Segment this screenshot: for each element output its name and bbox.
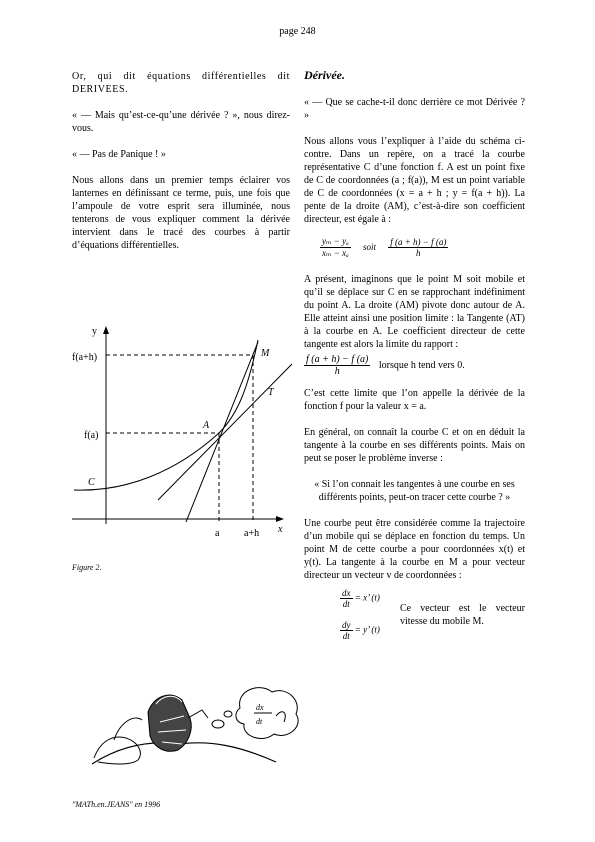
paragraph-limit: A présent, imaginons que le point M soit mobile et qu’il se déplace sur C en se rapprochant indéfiniment du point A. La droite (AM) pivote donc autour de A. Elle atteint ainsi une position limite : la Tangente (AT) à la courbe en A. Le coefficient directeur de cette tangente est alors la limite du rapport : <box>304 274 525 350</box>
formula-limit: $\frac{f (a + h) - f (a)}{h}$ lorsque h tend vers 0. <box>306 354 465 377</box>
ah-label: a+h <box>244 528 260 539</box>
paragraph-intro: Or, qui dit équations différentielles dit DERIVEES. <box>72 71 290 95</box>
section-title: Dérivée. <box>304 68 345 82</box>
paragraph-explain: Nous allons dans un premier temps éclairer vos lanternes en définissant ce terme, puis, une fois que l’ampoule de votre esprit sera illuminée, nous tenterons de vous expliquer comment la dérivée intervient dans le tracé des courbes à partir d’équations différentielles. <box>72 175 290 251</box>
tangent-t <box>158 364 292 500</box>
derivative-figure <box>66 322 292 542</box>
right-column <box>304 68 525 650</box>
fah-label: f(a+h) <box>72 352 98 363</box>
fa-label: f(a) <box>84 430 99 441</box>
svg-text:dx: dx <box>256 703 264 712</box>
formula-dx: $\frac{dx}{dt}$ = x’ (t) <box>342 588 380 609</box>
point-m-label: M <box>261 348 270 359</box>
cartoon-illustration <box>90 682 304 766</box>
fraction-slope: $\frac{\text{yₘ − yₐ}}{\text{xₘ − xₐ}}$ <box>322 236 349 258</box>
a-label: a <box>215 528 220 539</box>
question-derivee: « — Que se cache-t-il donc derrière ce mot Dérivée ? » <box>304 97 525 121</box>
x-axis-arrow <box>276 516 284 522</box>
curve-c-label: C <box>88 477 95 488</box>
y-label: y <box>92 326 97 337</box>
curve-c <box>74 340 258 490</box>
paragraph-panic: « — Pas de Panique ! » <box>72 149 166 160</box>
fraction-limit: $\frac{f (a + h) - f (a)}{h}$ <box>306 354 369 377</box>
paragraph-vitesse: Ce vecteur est le vecteur vitesse du mobile M. <box>400 603 525 627</box>
paragraph-trajectoire: Une courbe peut être considérée comme la trajectoire d’un mobile qui se déplace en fonction du temps. Un point M de cette courbe a pour coordonnées x(t) et y(t). La tangente à la courbe en M a pour vecteur directeur un vecteur v de coordonnées : <box>304 518 525 581</box>
question-tangentes: « Si l’on connait les tangentes à une courbe en ses différents points, peut-on tracer cette courbe ? » <box>314 479 515 503</box>
footer-citation: "MATh.en.JEANS" en 1996 <box>72 800 161 809</box>
x-label: x <box>278 524 283 535</box>
left-column <box>72 70 290 252</box>
figure-caption: Figure 2. <box>72 563 102 572</box>
secant-am <box>186 342 258 522</box>
formula-vector <box>304 588 525 650</box>
paragraph-schema: Nous allons vous l’expliquer à l’aide du schéma ci-contre. Dans un repère, on a tracé la courbe représentative C d’une fonction f. A est un point fixe de C de coordonnées (a ; f(a)), M est un point variable de C de coordonnées (x = a + h ; y = f(a + h)). La pente de la droite (AM), c’est-à-dire son coefficient directeur, est égale à : <box>304 136 525 225</box>
paragraph-question: « — Mais qu’est-ce-qu’une dérivée ? », nous direz-vous. <box>72 110 290 134</box>
page-number: page 248 <box>279 26 316 37</box>
y-axis-arrow <box>103 326 109 334</box>
formula-slope: $\frac{\text{yₘ − yₐ}}{\text{xₘ − xₐ}}$ soit $\frac{f (a + h) - f (a)}{h}$ <box>322 236 447 258</box>
tangent-t-label: T <box>268 387 274 398</box>
formula-dy: $\frac{dy}{dt}$ = y’ (t) <box>342 620 380 641</box>
svg-text:dt: dt <box>256 717 263 726</box>
paragraph-inverse: En général, on connaît la courbe C et on en déduit la tangente à la courbe en ses différents points. Mais on peut se poser le problème inverse : <box>304 427 525 464</box>
paragraph-definition: C’est cette limite que l’on appelle la dérivée de la fonction f pour la valeur x = a. <box>304 388 525 412</box>
point-a-label: A <box>203 420 210 431</box>
fraction-difference: $\frac{f (a + h) - f (a)}{h}$ <box>390 237 447 258</box>
